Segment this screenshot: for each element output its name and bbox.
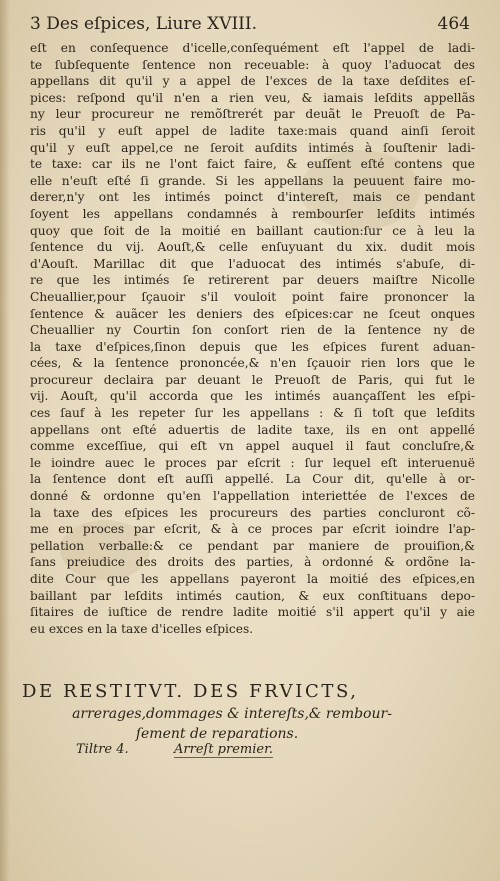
text-line: appellans dit qu'il y a appel de l'exces de la taxe deſdites eſ- xyxy=(30,74,475,89)
text-line: eſt en conſequence d'icelle,conſequément eſt l'appel de ladi- xyxy=(30,41,475,55)
text-line: ſentence du vij. Aouſt,& celle enſuyuant du xix. dudit mois xyxy=(30,240,475,255)
text-line: vij. Aouſt, qu'il accorda que les intimés auançaſſent les eſpi- xyxy=(30,389,475,404)
text-line: eu exces en la taxe d'icelles eſpices. xyxy=(30,621,254,636)
text-line: derer,n'y ont les intimés poinct d'intereſt, mais ce pendant xyxy=(30,190,475,205)
arrest-label: Arreſt premier. xyxy=(174,742,274,757)
text-line: baillant par leſdits intimés caution, & eux conſtituans depo- xyxy=(30,588,475,603)
text-line: procureur declaira par deuant le Preuoſt de Paris, qui fut le xyxy=(30,372,475,387)
section-title-line-2: arrerages,dommages & intereſts,& rembour- xyxy=(72,706,392,722)
text-line: te ſubſequente ſentence non receuable: à quoy l'aduocat des xyxy=(30,57,475,72)
text-line: ſoyent les appellans condamnés à rembourſer leſdits intimés xyxy=(30,206,475,221)
page-gutter-shadow xyxy=(0,0,10,881)
text-line: Cheuallier ny Courtin ſon conſort rien de la ſentence ny de xyxy=(30,323,475,338)
text-line: la ſentence dont eſt auſſi appellé. La Cour dit, qu'elle à or- xyxy=(30,472,475,487)
text-line: re que les intimés ſe retirerent par deuers maiſtre Nicolle xyxy=(30,273,475,288)
section-title-line-1: DE RESTITVT. DES FRVICTS, xyxy=(22,681,359,702)
text-line: Cheuallier,pour ſçauoir s'il vouloit point faire prononcer la xyxy=(30,289,475,304)
text-line: appellans ont eſté aduertis de ladite taxe, ils en ont appellé xyxy=(30,422,475,437)
running-header xyxy=(0,14,500,40)
text-line: ſitaires de iuſtice de rendre ladite moitié s'il appert qu'il y aie xyxy=(30,605,475,620)
subheading xyxy=(76,742,336,762)
text-line: quoy que ſoit de la moitié en baillant caution:ſur ce à leu la xyxy=(30,223,475,238)
body-paragraph xyxy=(30,40,475,637)
text-line: ny leur procureur ne remõſtrerét par deuãt le Preuoſt de Pa- xyxy=(30,107,475,122)
page-number: 464 xyxy=(437,14,470,34)
text-line: ces ſauf à les repeter ſur les appellans : & ſi toſt que leſdits xyxy=(30,406,475,421)
text-line: comme exceſſiue, qui eſt vn appel auquel il faut concluſre,& xyxy=(30,439,475,454)
text-line: pellation verballe:& ce pendant par maniere de prouiſion,& xyxy=(30,538,475,553)
text-line: ris qu'il y euſt appel de ladite taxe:mais quand ainſi ſeroit xyxy=(30,123,475,138)
text-line: la taxe des eſpices les procureurs des parties concluront cõ- xyxy=(30,505,475,520)
text-line: pices: reſpond qu'il n'en a rien veu, & iamais leſdits appellãs xyxy=(30,90,475,105)
text-line: te taxe: car ils ne l'ont faict faire, & euſſent eſté contens que xyxy=(30,157,475,172)
text-line: le ioindre auec le proces par eſcrit : ſur lequel eſt interuenuë xyxy=(30,455,475,470)
text-line: elle n'euſt eſté ſi grande. Si les appellans la peuuent faire mo- xyxy=(30,173,475,188)
text-line: qu'il y euſt appel,ce ne ſeroit auſdits intimés à ſouſtenir ladi- xyxy=(30,140,475,155)
text-line: cées, & la ſentence prononcée,& n'en ſçauoir rien lors que le xyxy=(30,356,475,371)
text-line: d'Aouſt. Marillac dit que l'aduocat des intimés s'abuſe, di- xyxy=(30,256,475,271)
text-line: donné & ordonne qu'en l'appellation interiettée de l'exces de xyxy=(30,489,475,504)
section-title-line-3: ſement de reparations. xyxy=(135,726,299,742)
running-title: 3 Des eſpices, Liure XVIII. xyxy=(30,14,258,34)
title-number: Tiltre 4. xyxy=(76,742,129,757)
text-line: la taxe d'eſpices,ſinon depuis que les eſpices furent aduan- xyxy=(30,339,475,354)
text-line: ſentence & auãcer les deniers des eſpices:car ne ſceut onques xyxy=(30,306,475,321)
text-line: me en proces par eſcrit, & à ce proces par eſcrit ioindre l'ap- xyxy=(30,522,475,537)
text-line: dite Cour que les appellans payeront la moitié des eſpices,en xyxy=(30,572,475,586)
section-title xyxy=(22,680,482,744)
text-line: ſans preiudice des droits des parties, à ordonné & ordõne la- xyxy=(30,555,475,570)
